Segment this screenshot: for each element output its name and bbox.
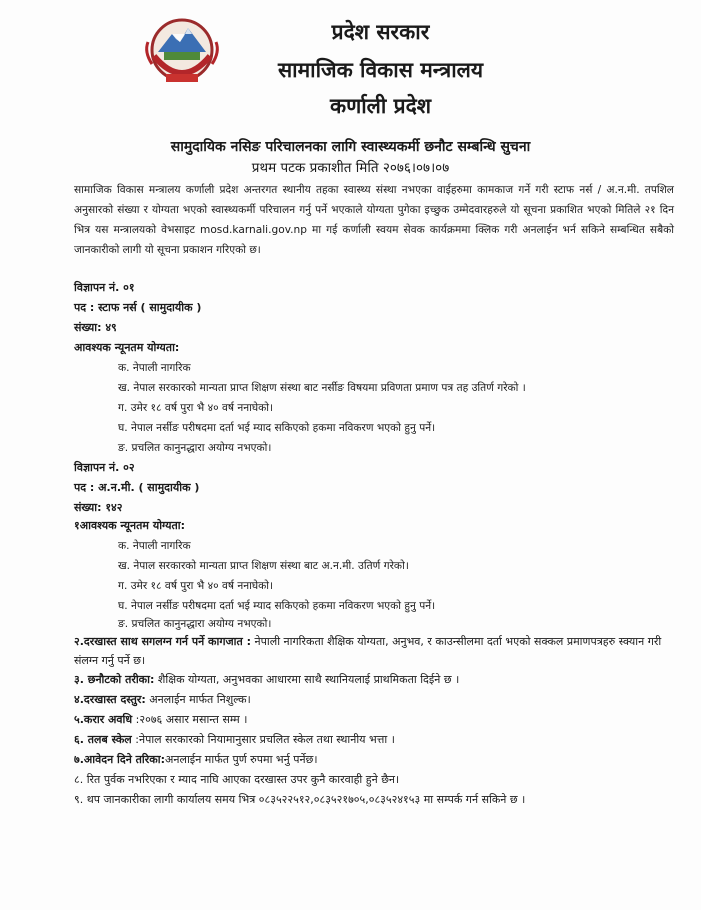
header-line-3: कर्णाली प्रदेश <box>329 94 432 118</box>
term-label: ३. छनौटको तरीका: <box>74 673 155 686</box>
ad1-post: पद : स्टाफ नर्स ( सामुदायीक ) <box>74 301 202 314</box>
ad2-number: विज्ञापन नं. ०२ <box>74 461 135 474</box>
ad1-qual-item: क. नेपाली नागरिक <box>118 362 191 374</box>
notice-date: प्रथम पटक प्रकाशीत मिति २०७६।०७।०७ <box>251 160 450 176</box>
term-contact <box>74 792 525 808</box>
term-text: ८. रित पुर्वक नभरिएका र म्याद नाघि आएका दरखास्त उपर कुनै कारवाही हुने छैन। <box>74 773 400 786</box>
ad2-qual-item: ङ. प्रचलित कानुनद्धारा अयोग्य नभएको। <box>118 618 272 630</box>
term-label: २.दरखास्त साथ सगलग्न गर्न पर्ने कागजात : <box>74 635 252 648</box>
term-documents <box>74 632 674 670</box>
term-label: ६. तलब स्केल <box>74 733 132 746</box>
ad1-qual-item: ङ. प्रचलित कानुनद्धारा अयोग्य नभएको। <box>118 442 272 454</box>
ad1-qual-heading: आवश्यक न्यूनतम योग्यता: <box>74 341 180 354</box>
ad2-qual-item: घ. नेपाल नर्सीङ परीषदमा दर्ता भई म्याद सकिएको हकमा नविकरण भएको हुनु पर्ने। <box>118 600 436 612</box>
header-line-1: प्रदेश सरकार <box>331 20 430 44</box>
ad1-qual-item: ख. नेपाल सरकारको मान्यता प्राप्त शिक्षण संस्था बाट नर्सीङ विषयमा प्रविणता प्रमाण पत्र तह उतिर्ण गरेको । <box>118 382 526 394</box>
ad2-post: पद : अ.न.मी. ( सामुदायीक ) <box>74 481 200 494</box>
term-salary <box>74 732 395 748</box>
header-line-2: सामाजिक विकास मन्त्रालय <box>277 58 484 82</box>
term-apply-method <box>74 752 318 768</box>
term-fee <box>74 692 251 708</box>
intro-paragraph: सामाजिक विकास मन्त्रालय कर्णाली प्रदेश अन्तरगत स्थानीय तहका स्वास्थ्य संस्था नभएका वाईहरुमा कामकाज गर्ने गरी स्टाफ नर्स / अ.न.मी. तपशिल अनुसारको संख्या र योग्यता भएको स्वास्थ्यकर्मी परिचालन गर्नु पर्ने भएकाले योग्यता पुगेका इच्छुक उम्मेदवारहरुले यो सूचना प्रकाशित भएको मितिले २१ दिन भित्र यस मन्त्रालयको वेभसाइट mosd.karnali.gov.np मा गई कर्णाली स्वयम सेवक कार्यक्रममा क्लिक गरी अनलाईन भर्न सकिने सम्बन्धित सबैको जानकारीको लागी यो सूचना प्रकाशन गरिएको छ। <box>74 184 674 256</box>
term-text: अनलाईन मार्फत निशुल्क। <box>145 693 251 706</box>
term-invalid <box>74 772 399 788</box>
term-text: अनलाईन मार्फत पुर्ण रुपमा भर्नु पर्नेछ। <box>164 753 318 766</box>
term-text: नेपाली नागरिकता शैक्षिक योग्यता, अनुभव, र काउन्सीलमा दर्ता भएको सक्कल प्रमाणपत्रहरु स्क्यान गरी संलग्न गर्नु पर्ने छ। <box>74 635 662 667</box>
term-contract <box>74 712 247 728</box>
ad1-qual-item: घ. नेपाल नर्सीङ परीषदमा दर्ता भई म्याद सकिएको हकमा नविकरण भएको हुनु पर्ने। <box>118 422 436 434</box>
term-label: ४.दरखास्त दस्तुर: <box>74 693 146 706</box>
ad2-qual-heading: १आवश्यक न्यूनतम योग्यता: <box>74 519 186 532</box>
ad2-qual-item: ख. नेपाल सरकारको मान्यता प्राप्त शिक्षण संस्था बाट अ.न.मी. उतिर्ण गरेको। <box>118 560 409 572</box>
term-text: ९. थप जानकारीका लागी कार्यालय समय भित्र ०८३५२२५१२,०८३५२१७०५,०८३५२४१५३ मा सम्पर्क गर्न सकिने छ । <box>74 793 526 806</box>
ad2-count: संख्या: १४२ <box>74 501 123 514</box>
notice-title: सामुदायिक नसिङ परिचालनका लागि स्वास्थ्यकर्मी छनौट सम्बन्धि सुचना <box>170 139 531 155</box>
term-text: :नेपाल सरकारको नियामानुसार प्रचलित स्केल तथा स्थानीय भत्ता । <box>131 733 395 746</box>
ad1-number: विज्ञापन नं. ०१ <box>74 281 135 294</box>
term-selection <box>74 672 459 688</box>
ad1-qual-item: ग. उमेर १८ वर्ष पुरा भै ४० वर्ष ननाघेको। <box>118 402 274 414</box>
term-text: शैक्षिक योग्यता, अनुभवका आधारमा साथै स्थानियलाई प्राथमिकता दिईने छ । <box>154 673 460 686</box>
term-text: :२०७६ असार मसान्त सम्म । <box>132 713 248 726</box>
ad2-qual-item: ग. उमेर १८ वर्ष पुरा भै ४० वर्ष ननाघेको। <box>118 580 274 592</box>
ad1-count: संख्या: ४९ <box>74 321 117 334</box>
term-label: ७.आवेदन दिने तरिका: <box>74 753 165 766</box>
ad2-qual-item: क. नेपाली नागरिक <box>118 540 191 552</box>
term-label: ५.करार अवधि <box>74 713 133 726</box>
